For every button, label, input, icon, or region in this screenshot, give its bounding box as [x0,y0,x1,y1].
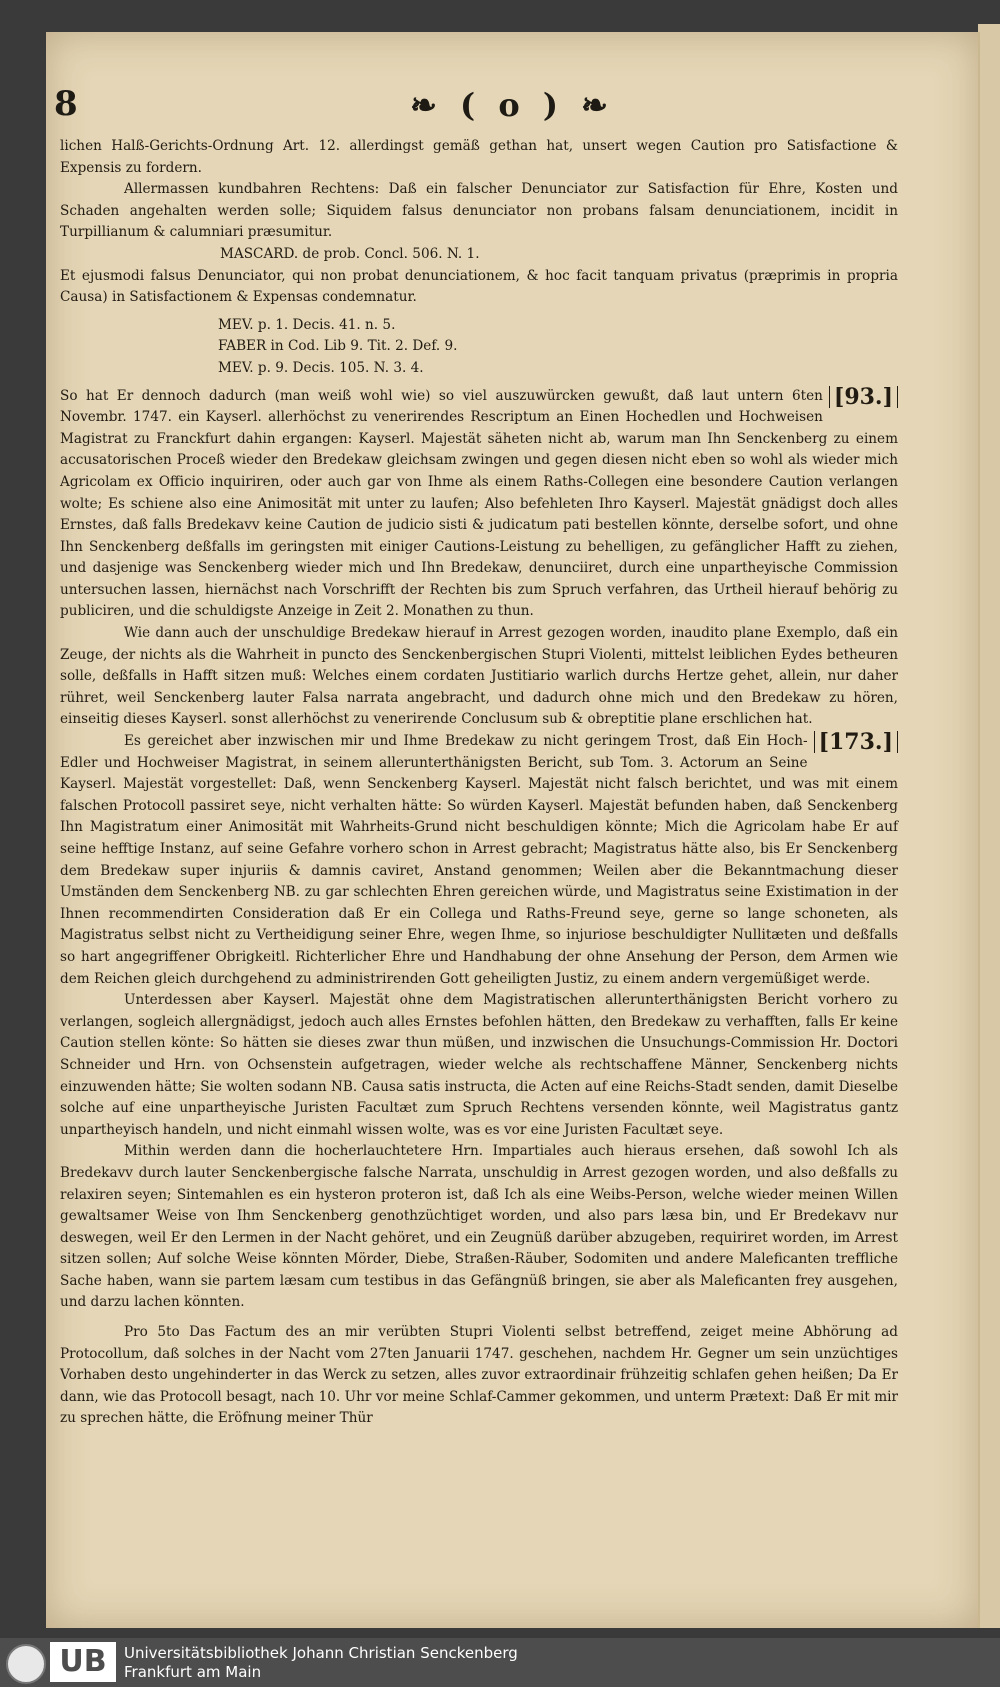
university-seal-icon [6,1644,46,1684]
citation: MEV. p. 9. Decis. 105. N. 3. 4. [218,359,424,376]
library-name: Universitätsbibliothek Johann Christian Senckenberg [124,1644,518,1662]
ub-logo: UB [50,1642,116,1682]
citation-list [60,315,898,380]
paragraph: Es gereichet aber inzwischen mir und Ihme Bredekaw zu nicht geringem Trost, daß Ein Hoch-Edler und Hochweiser Magistrat, in seinem allerunterthänigsten Bericht, sub Tom. 3. Actorum an Seine Kayserl. Majestät vorgestellet: Daß, wenn Senckenberg Kayserl. Majestät nicht falsch berichtet, und was mit einem falschen Protocoll passiret seye, nicht verhalten hätte: So würden Kayserl. Majestät befunden haben, daß Senckenberg Ihn Magistratum einer Animosität mit Wahrheits-Grund nicht beschuldigen könnte; Mich die Agricolam habe Er auf seine hefftige Instanz, auf seine Gefahre vorhero schon in Arrest gebracht; Magistratus hätte also, bis Er Senckenberg dem Bredekaw super injuriis & damnis caviret, Anstand genommen; Weilen aber die Bekanntmachung dieser Umständen dem Senckenberg NB. zu gar schlechten Ehren gereichen würde, und Magistratus seine Existimation in der Ihnen recommendirten Consideration daß Er ein Collega und Raths-Freund seye, gerne so lange schoneten, als Magistratus selbst nicht zu Vertheidigung seiner Ehre, wegen Ihme, so injuriose beschuldigter Nullitæten und deßfalls so hart angegriffener Obrigkeitl. Richterlicher Ehre und Handhabung der ohne Ansehung der Person, dem Armen wie dem Reichen gleich durchgehend zu administrirenden Gott geheiligten Justiz, zu einem andern vergemüßiget werde. [60,733,898,987]
paragraph: So hat Er dennoch dadurch (man weiß wohl wie) so viel auszuwürcken gewußt, daß laut untern 6ten Novembr. 1747. ein Kayserl. allerhöchst zu venerirendes Rescriptum an Einen Hochedlen und Hochweisen Magistrat zu Franckfurt dahin ergangen: Kayserl. Majestät säheten nicht ab, warum man Ihn Senckenberg zu einem accusatorischen Proceß wieder den Bredekaw gleichsam zwingen und gegen diesen nicht eben so wohl als wieder mich Agricolam ex Officio inquiriren, oder auch gar von Ihme als einem Raths-Collegen eine besondere Caution verlangen wolte; Es schiene also eine Animosität mit unter zu laufen; Also befehleten Ihro Kayserl. Majestät gnädigst doch alles Ernstes, daß falls Bredekavv keine Caution de judicio sisti & judicatum pati bestellen könnte, derselbe sofort, und ohne Ihn Senckenberg deßfalls im geringsten mit einiger Cautions-Leistung zu behelligen, zu gefänglicher Hafft zu ziehen, und dasjenige was Senckenberg wieder mich und Ihn Bredekaw, denunciiret, durch eine unpartheyische Commission untersuchen lassen, hiernächst nach Vorschrifft der Rechten bis zum Spruch verfahren, das Urtheil hierauf behörig zu publiciren, und die schuldigste Anzeige in Zeit 2. Monathen zu thun. [60,387,898,620]
library-location: Frankfurt am Main [124,1663,262,1681]
citation: MASCARD. de prob. Concl. 506. N. 1. [220,245,480,262]
paragraph: Mithin werden dann die hocherlauchtetere Hrn. Impartiales auch hieraus ersehen, daß sowohl Ich als Bredekavv durch lauter Senckenbergische falsche Narrata, unschuldig in Arrest gezogen worden, und also deßfalls zu relaxiren seyen; Sintemahlen es ein hysteron proteron ist, daß Ich als eine Weibs-Person, welche wieder meinen Willen gewaltsamer Weise von Ihm Senckenberg genothzüchtiget worden, und also pars læsa bin, und Er Bredekavv nur deswegen, weil Er den Lermen in der Nacht gehöret, und ein Zeugnüß darüber abzugeben, requiriret worden, im Arrest sitzen sollen; Auf solche Weise könnten Mörder, Diebe, Straßen-Räuber, Sodomiten und andere Maleficanten treffliche Sache haben, wann sie partem læsam cum testibus in das Gefängnüß bringen, sie aber als Maleficanten frey ausgehen, und darzu lachen könnten. [60,1143,898,1311]
paragraph: Wie dann auch der unschuldige Bredekaw hierauf in Arrest gezogen worden, inaudito plane Exemplo, daß ein Zeuge, der nichts als die Wahrheit in puncto des Senckenbergischen Stupri Violenti, mittelst leiblichen Eydes betheuren solle, deßfalls in Hafft sitzen muß: Welches einem cordaten Justitiario warlich durchs Hertze gehet, allein, nur daher rühret, weil Senckenberg lauter Falsa narrata angebracht, und dadurch ohne mich und den Bredekaw zu hören, einseitig dieses Kayserl. sonst allerhöchst zu venerirende Conclusum sub & obreptitie plane erschlichen hat. [60,625,898,728]
page-number: 8 [54,84,78,124]
paragraph: Pro 5to Das Factum des an mir verübten Stupri Violenti selbst betreffend, zeiget meine Abhörung ad Protocollum, daß solches in der Nacht vom 27ten Januarii 1747. geschehen, nachdem Hr. Gegner um sein unzüchtiges Vorhaben desto ungehinderter in das Werck zu setzen, alles zuvor extraordinair frühzeitig schlafen gehen heißen; Da Er dann, wie das Protocoll besagt, nach 10. Uhr vor meine Schlaf-Cammer gekommen, und unterm Prætext: Daß Er mit mir zu sprechen hätte, die Eröfnung meiner Thür [60,1324,898,1427]
page-header [54,84,970,134]
paragraph: Unterdessen aber Kayserl. Majestät ohne dem Magistratischen allerunterthänigsten Bericht vorhero zu verlangen, sogleich allergnädigst, jedoch auch alles Ernstes befohlen hätten, den Bredekaw zu verhafften, falls Er keine Caution stellen könte: So hätten sie dieses zwar thun müßen, und inzwischen die Unsuchungs-Commission Hr. Doctori Schneider und Hrn. von Ochsenstein aufgetragen, wieder welche als rechtschaffene Männer, Senckenberg nichts einzuwenden hätte; Sie wolten sodann NB. Causa satis instructa, die Acten auf eine Reichs-Stadt senden, damit Dieselbe solche auf eine unpartheyische Juristen Facultæt zum Spruch Rechtens versenden könnte, weil Magistratus gantz unpartheyisch handeln, und nicht einmahl wissen wolte, was es vor eine Juristen Facultæt seye. [60,992,898,1138]
paragraph: lichen Halß-Gerichts-Ordnung Art. 12. allerdingst gemäß gethan hat, unsert wegen Caution pro Satisfactione & Expensis zu fordern. [60,138,898,176]
citation: MEV. p. 1. Decis. 41. n. 5. [218,316,396,333]
margin-reference: [93.] [829,386,898,408]
citation: FABER in Cod. Lib 9. Tit. 2. Def. 9. [218,338,458,355]
next-page-edge [978,24,1000,1628]
running-head-ornament: ❧ ( o ) ❧ [410,86,614,124]
paragraph: Et ejusmodi falsus Denunciator, qui non probat denunciationem, & hoc facit tanquam privatus (præprimis in propria Causa) in Satisfactionem & Expensas condemnatur. [60,267,898,306]
margin-reference: [173.] [814,731,898,753]
library-footer-bar [0,1638,1000,1687]
paragraph: Allermassen kundbahren Rechtens: Daß ein falscher Denunciator zur Satisfaction für Ehre, Kosten und Schaden angehalten werden solle; Siquidem falsus denunciator non probans falsam denunciationem, incidit in Turpillianum & calumniari præsumitur. [60,181,898,241]
body-text [60,136,898,1430]
